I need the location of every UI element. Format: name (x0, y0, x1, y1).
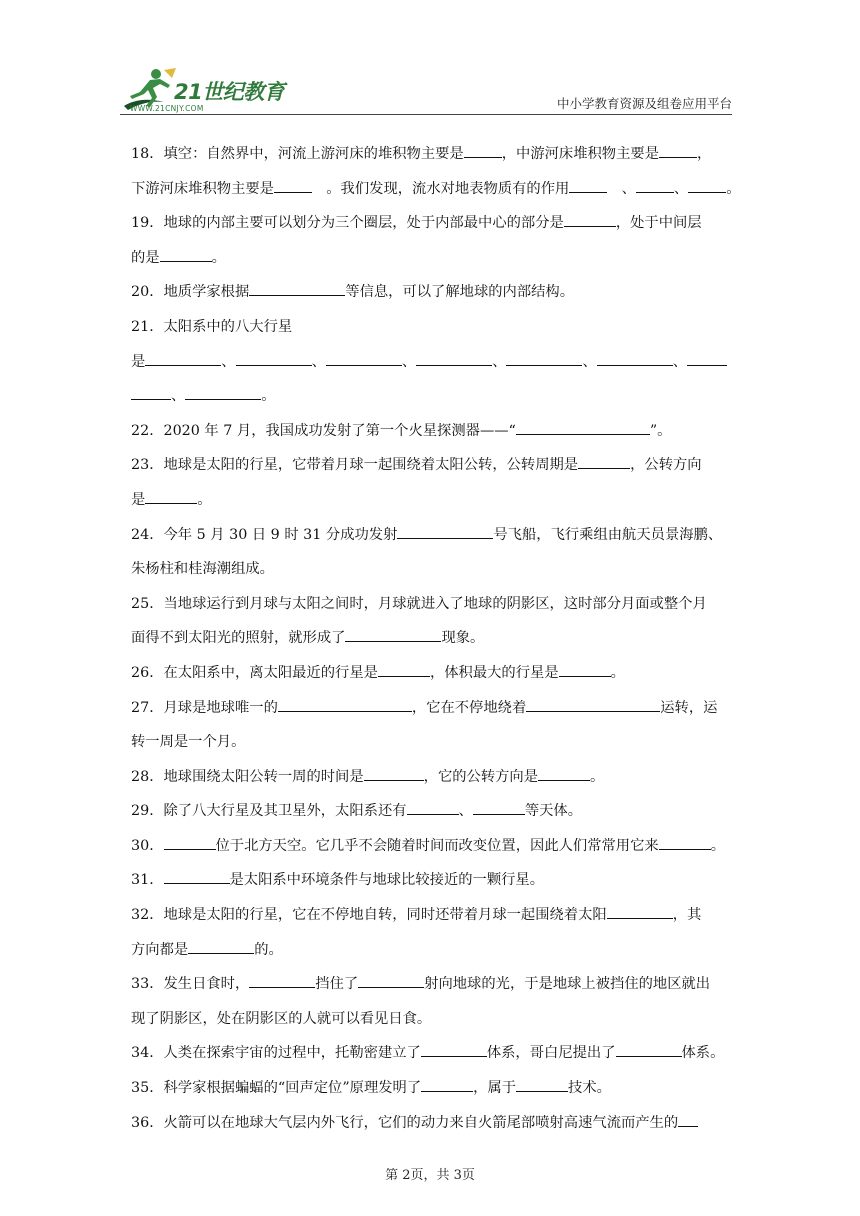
question-list (131, 142, 741, 1145)
question-text: 射向地球的光，于是地球上被挡住的地区就出 (424, 976, 711, 993)
question-text: 、 (311, 353, 326, 370)
question-text: 的是 (131, 249, 160, 266)
question-line (131, 557, 731, 592)
logo (120, 66, 290, 114)
question-text: 现了阴影区，处在阴影区的人就可以看见日食。 (131, 1010, 432, 1027)
question-text: 32．地球是太阳的行星，它在不停地自转，同时还带着月球一起围绕着太阳 (131, 907, 607, 924)
header-divider (120, 114, 732, 115)
answer-blank[interactable] (397, 523, 493, 539)
question-text: 20．地质学家根据 (131, 284, 250, 301)
question-line (131, 523, 731, 558)
question-text: 等天体。 (524, 803, 583, 820)
answer-blank[interactable] (688, 177, 726, 193)
question-text: 、 (607, 180, 636, 197)
question-line (131, 384, 731, 419)
question-line (131, 661, 731, 696)
answer-blank[interactable] (516, 419, 650, 435)
question-text: 27．月球是地球唯一的 (131, 699, 278, 716)
answer-blank[interactable] (687, 350, 727, 366)
question-text: 30． (131, 837, 164, 854)
answer-blank[interactable] (678, 1111, 698, 1127)
question-line (131, 142, 731, 177)
question-text: 。 (726, 180, 741, 197)
question-line (131, 592, 731, 627)
question-line (131, 211, 731, 246)
question-line (131, 903, 731, 938)
answer-blank[interactable] (164, 868, 230, 884)
answer-blank[interactable] (416, 350, 492, 366)
answer-blank[interactable] (145, 488, 197, 504)
question-line (131, 868, 731, 903)
question-line (131, 765, 731, 800)
page-header (120, 66, 732, 116)
question-text: 。 (710, 837, 725, 854)
answer-blank[interactable] (274, 177, 312, 193)
question-text: 是 (131, 353, 146, 370)
answer-blank[interactable] (249, 972, 315, 988)
question-text: ，公转方向 (630, 457, 702, 474)
question-line (131, 938, 731, 973)
answer-blank[interactable] (145, 350, 221, 366)
answer-blank[interactable] (236, 350, 312, 366)
answer-blank[interactable] (421, 1076, 473, 1092)
question-text: ，处于中间层 (615, 215, 702, 232)
question-text: 是太阳系中环境条件与地球比较接近的一颗行星。 (229, 872, 545, 889)
answer-blank[interactable] (326, 350, 402, 366)
answer-blank[interactable] (185, 384, 261, 400)
answer-blank[interactable] (559, 661, 611, 677)
question-text: 下游河床堆积物主要是 (131, 180, 274, 197)
question-text: 28．地球围绕太阳公转一周的时间是 (131, 768, 364, 785)
question-line (131, 1007, 731, 1042)
question-text: 位于北方天空。它几乎不会随着时间而改变位置，因此人们常常用它来 (215, 837, 659, 854)
question-text: 转一周是一个月。 (131, 734, 246, 751)
question-text: 23．地球是太阳的行星，它带着月球一起围绕着太阳公转，公转周期是 (131, 457, 579, 474)
answer-blank[interactable] (578, 453, 630, 469)
answer-blank[interactable] (249, 280, 345, 296)
answer-blank[interactable] (659, 834, 711, 850)
question-text: 、 (458, 803, 473, 820)
answer-blank[interactable] (597, 350, 673, 366)
logo-url: WWW.21CNJY.COM (130, 104, 204, 113)
question-text: 体系，哥白尼提出了 (486, 1045, 616, 1062)
answer-blank[interactable] (278, 696, 412, 712)
platform-name: 中小学教育资源及组卷应用平台 (556, 96, 732, 111)
answer-blank[interactable] (188, 938, 254, 954)
question-text: 现象。 (441, 630, 485, 647)
question-text: 挡住了 (315, 976, 359, 993)
question-text: 25．当地球运行到月球与太阳之间时，月球就进入了地球的阴影区，这时部分月面或整个月 (131, 595, 707, 612)
question-text: 35．科学家根据蝙蝠的“回声定位”原理发明了 (131, 1080, 422, 1097)
question-text: 26．在太阳系中，离太阳最近的行星是 (131, 664, 378, 681)
logo-text: 21世纪教育 (174, 80, 285, 104)
answer-blank[interactable] (364, 765, 424, 781)
question-text: 、 (673, 180, 689, 197)
question-text: 31． (131, 872, 164, 889)
question-text: 面得不到太阳光的照射，就形成了 (131, 630, 346, 647)
question-line (131, 419, 731, 454)
question-text: 方向都是 (131, 941, 189, 958)
question-text: 。 (590, 768, 605, 785)
question-text: ，中游河床堆积物主要是 (501, 146, 659, 162)
question-text: 是 (131, 491, 146, 508)
answer-blank[interactable] (473, 799, 525, 815)
question-text: 。 (211, 249, 226, 266)
question-line (131, 799, 731, 834)
question-text: 、 (401, 353, 417, 370)
question-text: ，体积最大的行星是 (429, 664, 559, 681)
question-text: 技术。 (568, 1080, 611, 1097)
question-text: 的。 (254, 941, 283, 958)
question-line (131, 972, 731, 1007)
question-text: 、 (171, 388, 186, 405)
answer-blank[interactable] (564, 211, 616, 227)
answer-blank[interactable] (164, 834, 216, 850)
question-text: 。 (610, 664, 625, 681)
question-text: 、 (582, 353, 597, 370)
page-number: 第 2页，共 3页 (385, 1168, 475, 1183)
question-text: ，其 (672, 907, 702, 924)
question-text: 22．2020 年 7 月，我国成功发射了第一个火星探测器——“ (131, 422, 516, 439)
answer-blank[interactable] (464, 142, 502, 158)
answer-blank[interactable] (407, 799, 459, 815)
answer-blank[interactable] (378, 661, 430, 677)
question-text: 朱杨柱和桂海潮组成。 (131, 561, 274, 578)
answer-blank[interactable] (659, 142, 697, 158)
question-line (131, 1076, 731, 1111)
question-text: 34．人类在探索宇宙的过程中，托勒密建立了 (131, 1045, 421, 1062)
question-line (131, 730, 731, 765)
question-text: ”。 (649, 422, 672, 439)
question-line (131, 280, 731, 315)
question-line (131, 1041, 731, 1076)
answer-blank[interactable] (516, 1076, 568, 1092)
question-text: ，属于 (473, 1080, 517, 1097)
question-line (131, 696, 731, 731)
answer-blank[interactable] (526, 696, 660, 712)
answer-blank[interactable] (131, 384, 171, 400)
question-text: 等信息，可以了解地球的内部结构。 (345, 284, 575, 301)
question-text: 19．地球的内部主要可以划分为三个圈层，处于内部最中心的部分是 (131, 215, 564, 232)
answer-blank[interactable] (538, 765, 590, 781)
answer-blank[interactable] (607, 903, 673, 919)
question-line (131, 488, 731, 523)
answer-blank[interactable] (506, 350, 582, 366)
question-text: 29．除了八大行星及其卫星外，太阳系还有 (131, 803, 407, 820)
question-text: 、 (672, 353, 688, 370)
question-text: 24．今年 5 月 30 日 9 时 31 分成功发射 (131, 526, 398, 543)
question-text: 号飞船，飞行乘组由航天员景海鹏、 (493, 526, 723, 543)
question-text: 33．发生日食时， (131, 976, 250, 993)
question-text: ，它在不停地绕着 (411, 699, 527, 716)
answer-blank[interactable] (160, 246, 212, 262)
question-text: 36．火箭可以在地球大气层内外飞行，它们的动力来自火箭尾部喷射高速气流而产生的 (131, 1114, 679, 1131)
question-line (131, 177, 741, 212)
question-text: ，它的公转方向是 (423, 768, 539, 785)
answer-blank[interactable] (569, 177, 607, 193)
question-line (131, 1111, 731, 1146)
question-line (131, 350, 731, 385)
answer-blank[interactable] (616, 1041, 682, 1057)
question-text: ， (697, 146, 712, 162)
question-text: 。 (197, 491, 212, 508)
question-text: 18．填空：自然界中，河流上游河床的堆积物主要是 (131, 146, 464, 162)
question-line (131, 626, 731, 661)
question-text: 、 (492, 353, 507, 370)
answer-blank[interactable] (358, 972, 424, 988)
question-line (131, 315, 731, 350)
question-text: 运转，运 (660, 699, 718, 716)
answer-blank[interactable] (421, 1041, 487, 1057)
question-line (131, 834, 731, 869)
question-text: 、 (221, 353, 236, 370)
question-text: 。我们发现，流水对地表物质有的作用 (311, 180, 570, 197)
question-line (131, 246, 731, 281)
question-text: 。 (261, 388, 276, 405)
question-text: 体系。 (681, 1045, 725, 1062)
answer-blank[interactable] (636, 177, 674, 193)
question-line (131, 453, 731, 488)
answer-blank[interactable] (345, 626, 441, 642)
question-text: 21．太阳系中的八大行星 (131, 318, 293, 335)
